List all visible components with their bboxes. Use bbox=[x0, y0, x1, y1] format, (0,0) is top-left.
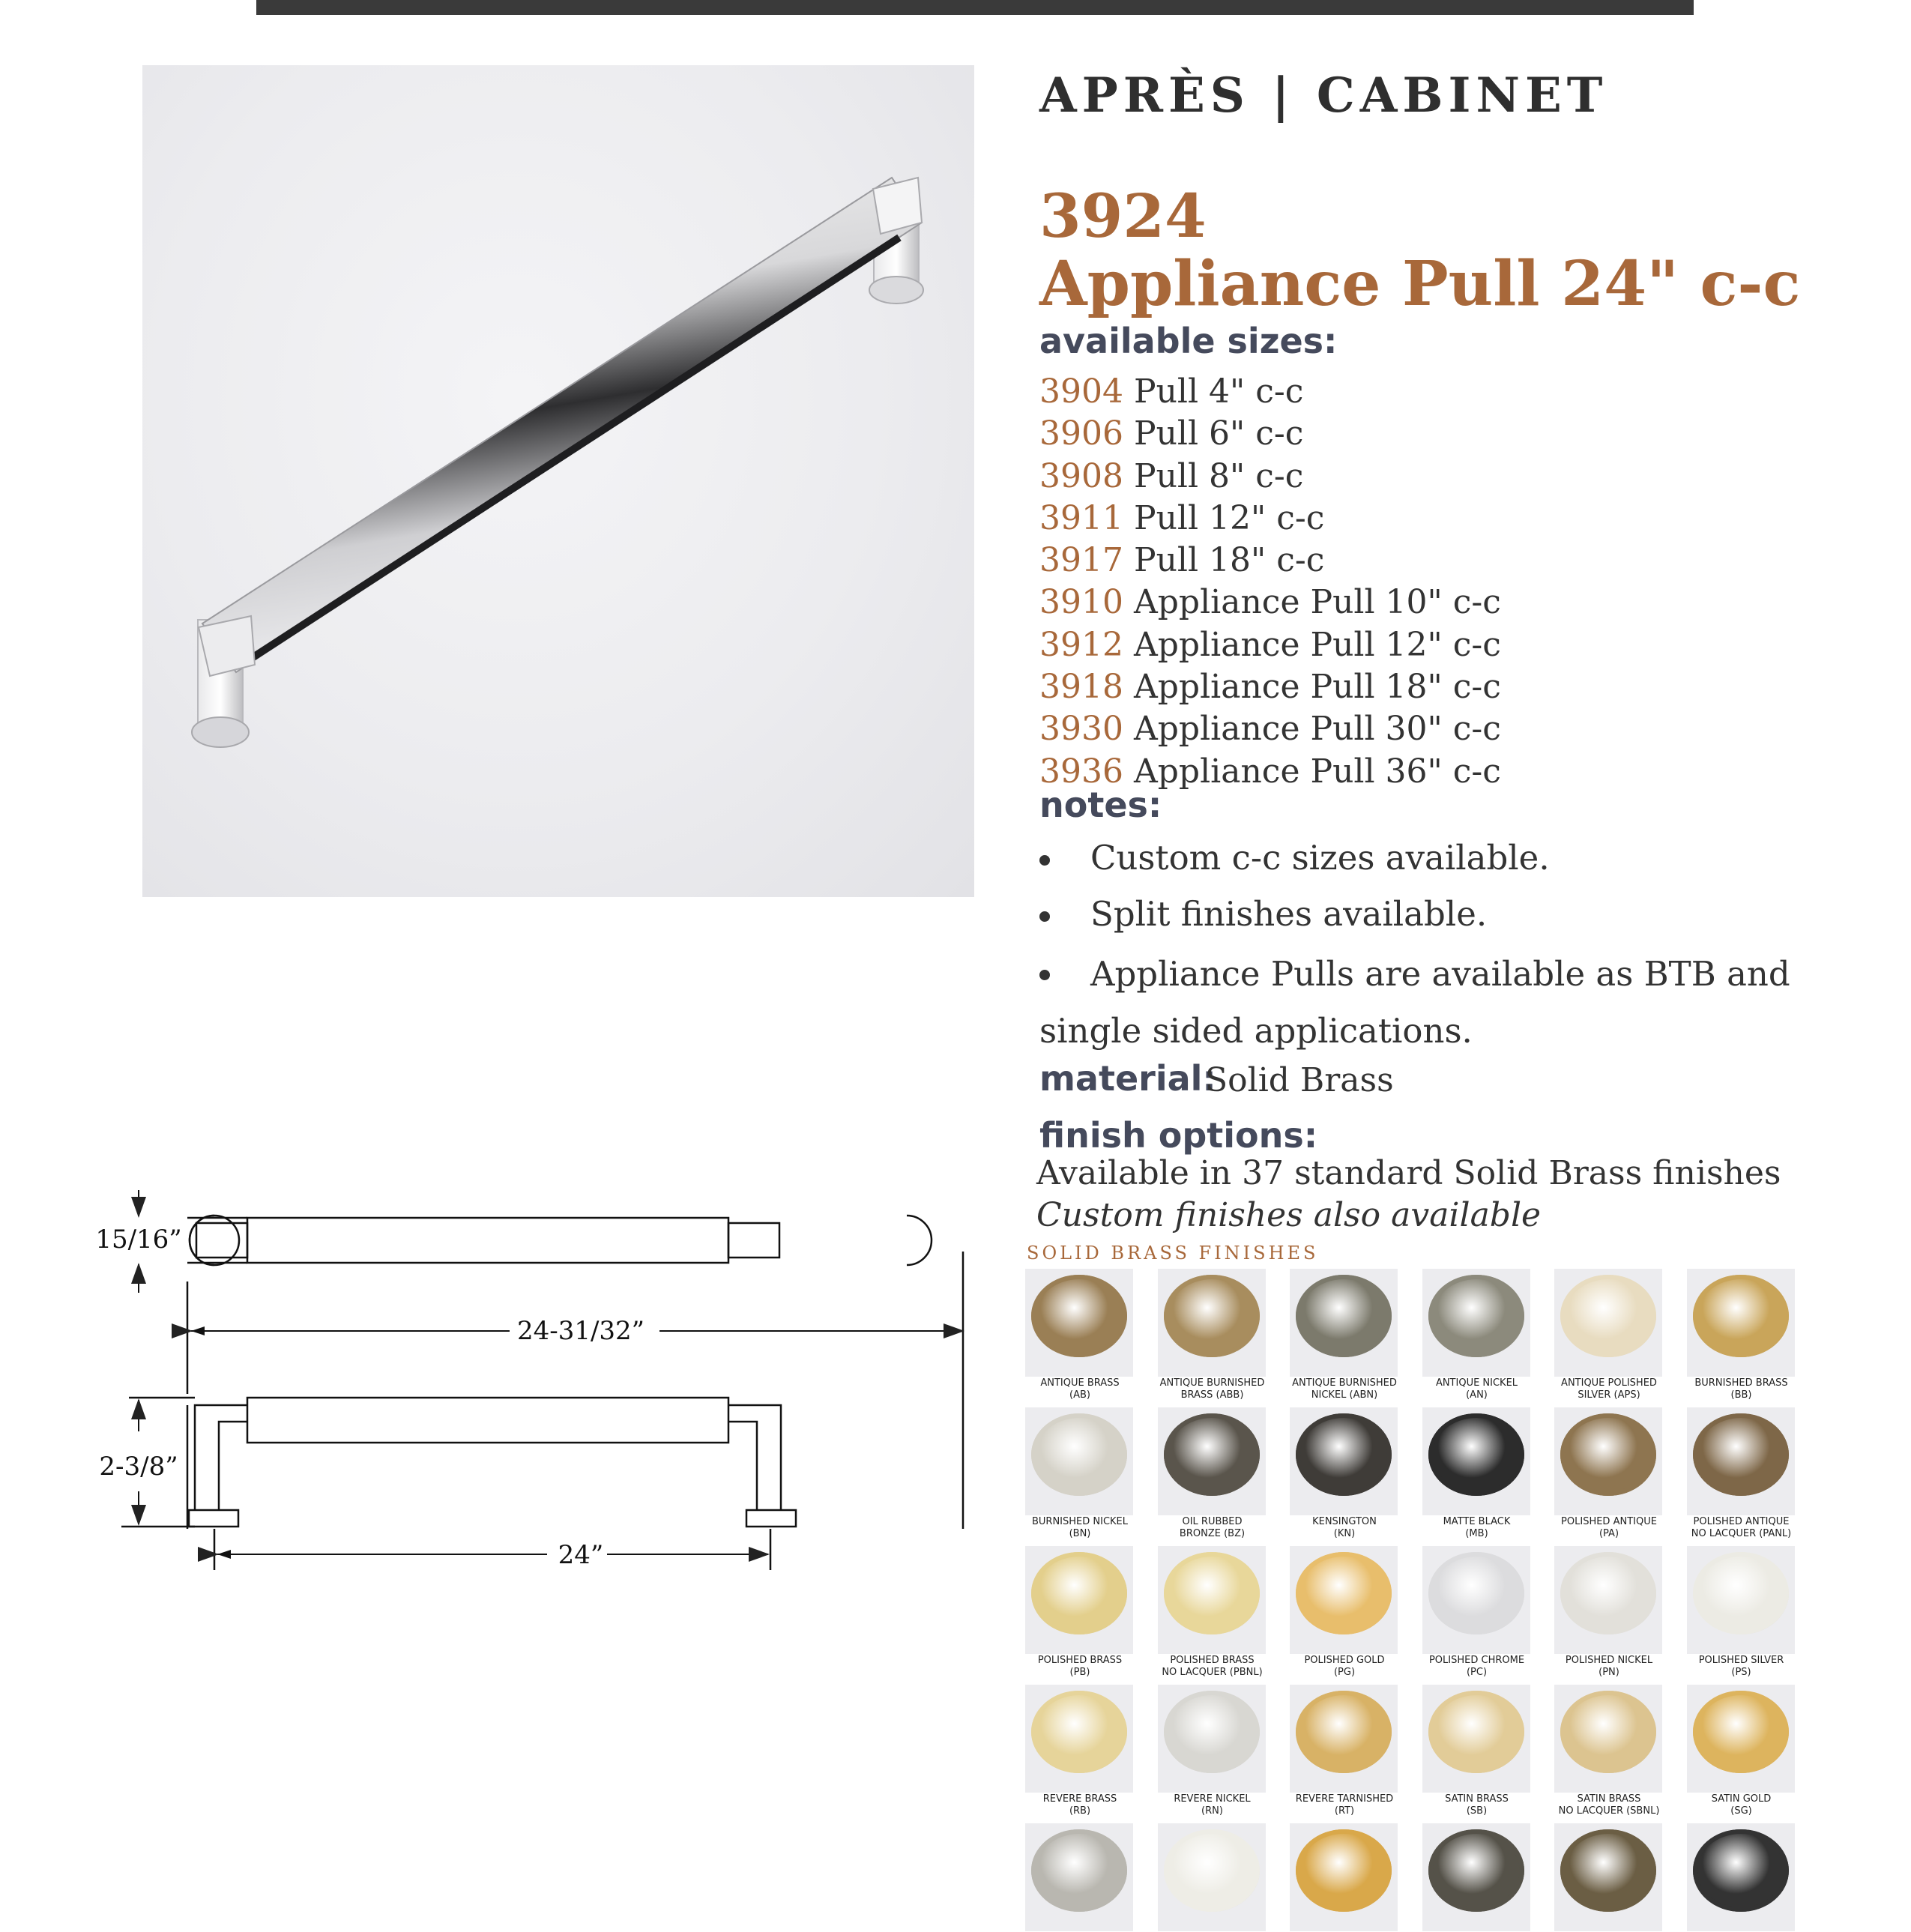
finish-code: (PN) bbox=[1598, 1667, 1619, 1678]
knob-sample bbox=[1428, 1829, 1524, 1912]
finish-caption bbox=[1290, 1793, 1399, 1817]
knob-sample bbox=[1693, 1413, 1789, 1496]
size-item: 3908 Pull 8" c-c bbox=[1039, 456, 1304, 495]
finish-code: (RT) bbox=[1334, 1805, 1355, 1817]
finish-code: (SG) bbox=[1730, 1805, 1752, 1817]
knob-sample bbox=[1031, 1552, 1127, 1634]
finish-swatch bbox=[1422, 1407, 1532, 1540]
product-illustration bbox=[142, 65, 974, 897]
finish-swatch-image bbox=[1290, 1546, 1398, 1654]
knob-sample bbox=[1693, 1275, 1789, 1357]
finish-swatch bbox=[1687, 1685, 1796, 1817]
finish-name: REVERE BRASS bbox=[1042, 1793, 1117, 1805]
finish-swatch bbox=[1158, 1546, 1267, 1679]
finish-swatch-image bbox=[1687, 1685, 1795, 1793]
finish-code: NO LACQUER (SBNL) bbox=[1558, 1805, 1660, 1817]
finish-swatch-image bbox=[1158, 1546, 1266, 1654]
finish-swatch bbox=[1025, 1685, 1135, 1817]
finish-swatch-image bbox=[1025, 1546, 1133, 1654]
finish-code: (MB) bbox=[1465, 1528, 1488, 1539]
finish-code: (PB) bbox=[1069, 1667, 1090, 1678]
finish-name: BURNISHED NICKEL bbox=[1031, 1516, 1129, 1527]
finish-swatch bbox=[1554, 1823, 1664, 1932]
finish-swatch-image bbox=[1554, 1823, 1662, 1931]
finish-swatch-image bbox=[1687, 1823, 1795, 1931]
technical-drawing bbox=[82, 1177, 982, 1581]
finish-swatch bbox=[1554, 1546, 1664, 1679]
finish-swatch-image bbox=[1025, 1407, 1133, 1515]
finish-swatch bbox=[1554, 1269, 1664, 1401]
finish-swatch bbox=[1422, 1269, 1532, 1401]
finish-caption bbox=[1158, 1793, 1267, 1817]
finish-caption bbox=[1687, 1655, 1796, 1679]
center-to-center-dimension: 24” bbox=[558, 1540, 604, 1570]
height-dimension: 15/16” bbox=[95, 1225, 182, 1255]
finish-swatch-image bbox=[1422, 1823, 1530, 1931]
finish-swatch-image bbox=[1422, 1407, 1530, 1515]
finish-name: POLISHED BRASS bbox=[1037, 1655, 1123, 1666]
knob-sample bbox=[1560, 1691, 1656, 1773]
knob-sample bbox=[1428, 1552, 1524, 1634]
finish-swatch-image bbox=[1422, 1269, 1530, 1377]
finish-caption bbox=[1554, 1377, 1664, 1401]
knob-sample bbox=[1428, 1691, 1524, 1773]
finish-swatch-image bbox=[1422, 1546, 1530, 1654]
finish-caption bbox=[1687, 1377, 1796, 1401]
finish-code: (AN) bbox=[1466, 1389, 1488, 1401]
finish-caption bbox=[1554, 1655, 1664, 1679]
finish-name: KENSINGTON bbox=[1312, 1516, 1377, 1527]
finish-code: BRASS (ABB) bbox=[1180, 1389, 1244, 1401]
knob-sample bbox=[1164, 1552, 1260, 1634]
finish-caption bbox=[1422, 1793, 1532, 1817]
finish-caption bbox=[1422, 1655, 1532, 1679]
knob-sample bbox=[1560, 1552, 1656, 1634]
finish-swatch bbox=[1025, 1269, 1135, 1401]
finish-caption bbox=[1158, 1516, 1267, 1540]
finish-name: BURNISHED BRASS bbox=[1694, 1377, 1788, 1389]
finish-code: (BN) bbox=[1069, 1528, 1091, 1539]
finish-name: ANTIQUE BRASS bbox=[1040, 1377, 1120, 1389]
size-item: 3906 Pull 6" c-c bbox=[1039, 414, 1304, 453]
finish-name: ANTIQUE POLISHED bbox=[1561, 1377, 1657, 1389]
finish-swatch bbox=[1422, 1685, 1532, 1817]
knob-sample bbox=[1560, 1275, 1656, 1357]
finish-swatch-image bbox=[1158, 1685, 1266, 1793]
finish-swatch bbox=[1158, 1407, 1267, 1540]
finish-code: (PG) bbox=[1333, 1667, 1356, 1678]
finish-name: POLISHED BRASS bbox=[1170, 1655, 1255, 1666]
finish-code: (RN) bbox=[1201, 1805, 1223, 1817]
finish-swatch bbox=[1158, 1685, 1267, 1817]
knob-sample bbox=[1428, 1275, 1524, 1357]
overall-length-dimension: 24-31/32” bbox=[516, 1316, 645, 1346]
finish-code: SILVER (APS) bbox=[1578, 1389, 1640, 1401]
custom-finish-text: Custom finishes also available bbox=[1036, 1196, 1542, 1234]
finish-caption bbox=[1025, 1793, 1135, 1817]
finish-swatch bbox=[1687, 1269, 1796, 1401]
finish-code: NO LACQUER (PBNL) bbox=[1162, 1667, 1263, 1678]
available-sizes-label: available sizes: bbox=[1039, 321, 1338, 361]
knob-sample bbox=[1693, 1691, 1789, 1773]
knob-sample bbox=[1296, 1275, 1392, 1357]
bullet-icon bbox=[1039, 911, 1050, 922]
finish-swatch-image bbox=[1687, 1407, 1795, 1515]
finish-caption bbox=[1290, 1655, 1399, 1679]
finish-caption bbox=[1158, 1377, 1267, 1401]
finish-caption bbox=[1025, 1377, 1135, 1401]
finish-code: (KN) bbox=[1333, 1528, 1356, 1539]
knob-sample bbox=[1560, 1829, 1656, 1912]
finish-name: POLISHED SILVER bbox=[1698, 1655, 1784, 1666]
top-bar bbox=[256, 0, 1694, 15]
bullet-icon bbox=[1039, 855, 1050, 866]
product-title: Appliance Pull 24" c-c bbox=[1039, 248, 1801, 320]
notes-label: notes: bbox=[1039, 785, 1162, 825]
size-item: 3930 Appliance Pull 30" c-c bbox=[1039, 710, 1501, 749]
finish-swatch bbox=[1422, 1823, 1532, 1932]
finish-caption bbox=[1422, 1377, 1532, 1401]
knob-sample bbox=[1296, 1691, 1392, 1773]
finish-swatch bbox=[1290, 1685, 1399, 1817]
finish-swatch bbox=[1554, 1407, 1664, 1540]
finish-name: SATIN GOLD bbox=[1711, 1793, 1772, 1805]
finish-swatch bbox=[1687, 1407, 1796, 1540]
finish-code: BRONZE (BZ) bbox=[1179, 1528, 1246, 1539]
finish-caption bbox=[1290, 1377, 1399, 1401]
finish-swatch-image bbox=[1158, 1823, 1266, 1931]
knob-sample bbox=[1296, 1413, 1392, 1496]
solid-brass-finishes-heading: SOLID BRASS FINISHES bbox=[1027, 1243, 1319, 1264]
finish-swatch bbox=[1158, 1269, 1267, 1401]
finish-name: ANTIQUE BURNISHED bbox=[1292, 1377, 1397, 1389]
top-view-bar bbox=[247, 1218, 728, 1263]
finish-options-text: Available in 37 standard Solid Brass finishes bbox=[1036, 1154, 1781, 1192]
knob-sample bbox=[1296, 1552, 1392, 1634]
knob-sample bbox=[1031, 1829, 1127, 1912]
projection-dimension: 2-3/8” bbox=[99, 1452, 178, 1482]
finish-options-label: finish options: bbox=[1039, 1115, 1318, 1156]
size-item: 3917 Pull 18" c-c bbox=[1039, 541, 1325, 580]
finish-name: SATIN BRASS bbox=[1577, 1793, 1641, 1805]
finish-name: MATTE BLACK bbox=[1443, 1516, 1511, 1527]
side-view-bar bbox=[247, 1398, 728, 1443]
knob-sample bbox=[1164, 1413, 1260, 1496]
knob-sample bbox=[1031, 1275, 1127, 1357]
finish-caption bbox=[1290, 1516, 1399, 1540]
finish-swatch-image bbox=[1158, 1407, 1266, 1515]
knob-sample bbox=[1428, 1413, 1524, 1496]
finish-code: (BB) bbox=[1730, 1389, 1752, 1401]
finish-swatch bbox=[1025, 1546, 1135, 1679]
finish-name: POLISHED NICKEL bbox=[1565, 1655, 1653, 1666]
finish-swatch-image bbox=[1422, 1685, 1530, 1793]
material-label: material: bbox=[1039, 1058, 1216, 1099]
finish-caption bbox=[1158, 1655, 1267, 1679]
finish-swatch bbox=[1554, 1685, 1664, 1817]
finish-code: NO LACQUER (PANL) bbox=[1691, 1528, 1792, 1539]
finish-swatch bbox=[1158, 1823, 1267, 1932]
size-item: 3911 Pull 12" c-c bbox=[1039, 498, 1325, 537]
size-item: 3936 Appliance Pull 36" c-c bbox=[1039, 752, 1501, 791]
finish-name: ANTIQUE NICKEL bbox=[1435, 1377, 1518, 1389]
finish-swatch-image bbox=[1554, 1546, 1662, 1654]
note-item-continued: single sided applications. bbox=[1039, 1011, 1473, 1051]
finish-swatch bbox=[1025, 1823, 1135, 1932]
material-value: Solid Brass bbox=[1205, 1061, 1394, 1099]
knob-sample bbox=[1693, 1552, 1789, 1634]
size-item: 3918 Appliance Pull 18" c-c bbox=[1039, 668, 1501, 707]
finish-code: (RB) bbox=[1069, 1805, 1091, 1817]
finish-caption bbox=[1554, 1793, 1664, 1817]
product-photo bbox=[142, 65, 974, 897]
finish-swatch-image bbox=[1687, 1546, 1795, 1654]
knob-sample bbox=[1560, 1413, 1656, 1496]
finish-caption bbox=[1025, 1655, 1135, 1679]
note-item: Custom c-c sizes available. bbox=[1090, 838, 1550, 878]
dimension-drawing bbox=[82, 1177, 982, 1581]
sizes-list bbox=[1039, 371, 1501, 793]
finish-swatch-image bbox=[1158, 1269, 1266, 1377]
finish-swatch-image bbox=[1554, 1269, 1662, 1377]
size-item: 3912 Appliance Pull 12" c-c bbox=[1039, 625, 1501, 664]
size-item: 3904 Pull 4" c-c bbox=[1039, 372, 1304, 411]
finish-swatch bbox=[1290, 1269, 1399, 1401]
finish-swatch bbox=[1290, 1823, 1399, 1932]
finish-code: (PS) bbox=[1731, 1667, 1751, 1678]
finish-name: POLISHED ANTIQUE bbox=[1693, 1516, 1790, 1527]
finish-name: SATIN BRASS bbox=[1445, 1793, 1509, 1805]
finish-swatch bbox=[1687, 1823, 1796, 1932]
finish-name: OIL RUBBED bbox=[1182, 1516, 1243, 1527]
finish-caption bbox=[1025, 1516, 1135, 1540]
finish-name: REVERE TARNISHED bbox=[1295, 1793, 1394, 1805]
knob-sample bbox=[1693, 1829, 1789, 1912]
finish-name: POLISHED ANTIQUE bbox=[1561, 1516, 1657, 1527]
finish-swatch-image bbox=[1025, 1823, 1133, 1931]
finish-swatch-image bbox=[1687, 1269, 1795, 1377]
model-number: 3924 bbox=[1039, 181, 1207, 251]
brand-heading: APRÈS | CABINET bbox=[1039, 67, 1608, 124]
finish-swatch bbox=[1025, 1407, 1135, 1540]
finish-code: (SB) bbox=[1466, 1805, 1488, 1817]
note-item: Appliance Pulls are available as BTB and bbox=[1090, 954, 1790, 994]
finish-caption bbox=[1422, 1516, 1532, 1540]
finish-name: ANTIQUE BURNISHED bbox=[1159, 1377, 1265, 1389]
finish-swatch-image bbox=[1290, 1269, 1398, 1377]
finish-swatch-image bbox=[1025, 1269, 1133, 1377]
finish-name: REVERE NICKEL bbox=[1174, 1793, 1251, 1805]
finish-name: POLISHED GOLD bbox=[1304, 1655, 1385, 1666]
finish-code: (AB) bbox=[1069, 1389, 1090, 1401]
finish-swatch bbox=[1290, 1407, 1399, 1540]
note-item: Split finishes available. bbox=[1090, 894, 1488, 934]
size-item: 3910 Appliance Pull 10" c-c bbox=[1039, 583, 1501, 622]
finish-swatch bbox=[1290, 1546, 1399, 1679]
knob-sample bbox=[1164, 1275, 1260, 1357]
finish-swatch-image bbox=[1025, 1685, 1133, 1793]
finish-swatch-image bbox=[1290, 1407, 1398, 1515]
knob-sample bbox=[1031, 1691, 1127, 1773]
finish-code: NICKEL (ABN) bbox=[1311, 1389, 1378, 1401]
knob-sample bbox=[1164, 1691, 1260, 1773]
finish-caption bbox=[1554, 1516, 1664, 1540]
finish-swatch-image bbox=[1554, 1685, 1662, 1793]
knob-sample bbox=[1031, 1413, 1127, 1496]
knob-sample bbox=[1164, 1829, 1260, 1912]
finish-swatch-image bbox=[1290, 1823, 1398, 1931]
finish-caption bbox=[1687, 1516, 1796, 1540]
finish-swatch-image bbox=[1290, 1685, 1398, 1793]
knob-sample bbox=[1296, 1829, 1392, 1912]
finish-caption bbox=[1687, 1793, 1796, 1817]
finish-code: (PC) bbox=[1466, 1667, 1488, 1678]
finish-swatch bbox=[1687, 1546, 1796, 1679]
finish-code: (PA) bbox=[1598, 1528, 1619, 1539]
finish-swatch-image bbox=[1554, 1407, 1662, 1515]
finish-swatch bbox=[1422, 1546, 1532, 1679]
bullet-icon bbox=[1039, 970, 1050, 980]
finish-name: POLISHED CHROME bbox=[1428, 1655, 1525, 1666]
